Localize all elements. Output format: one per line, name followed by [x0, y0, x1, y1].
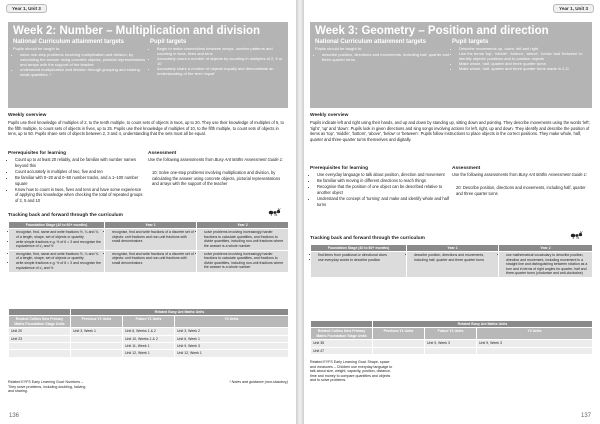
week-title: Week 3: Geometry – Position and direction [315, 25, 549, 37]
overview-text: Pupils indicate left and right using their hands, and up and down by standing up, sitting down and pointing. They describe movements using the words 'left', 'right', 'up' and 'down'. Pupils look in given directions and sing songs involving actions for left, right, up and down. They identify and describe the position of items as 'top', 'middle', 'bottom', 'above', 'below' or 'between'. Pupils follow instructions to place objects in the correct positions. They make whole, half, quarter and three-quarter turns themselves and digitally. [310, 120, 591, 142]
prereq-heading: Prerequisites for learning [8, 151, 67, 156]
table-row: Unit 12, Week 1 Unit 12, Week 1 [9, 350, 289, 357]
pupil-target-item: • Accurately count a number of objects by counting in multiples of 2, 5 or 10 [157, 56, 286, 66]
col-y2-units: Y2 Units [175, 316, 289, 328]
unit-header-tab: Year 1, Unit 3 [6, 4, 47, 13]
week-banner [310, 22, 592, 108]
related-units-heading: Related Busy Ant Maths Units [71, 309, 289, 316]
ant-icon [570, 231, 584, 239]
prereq-item: • Know how to count in twos, fives and tens and have some experience of applying this knowledge when checking the total of repeated groups of 2, 5 and 10 [15, 187, 143, 204]
related-eyfs-note: Related EYFS Early Learning Goal: Numbers – They solve problems, including doubling, halving and sharing. [8, 380, 86, 394]
col-future-y1: Future Y1 Units [425, 328, 477, 340]
units-table [310, 320, 593, 355]
assessment-heading: Assessment [148, 151, 177, 156]
week-title: Week 2: Number – Multiplication and division [13, 25, 261, 37]
nc-item: • describe position, directions and movements, including half, quarter and three quarter turns. [322, 52, 451, 62]
overview-heading: Weekly overview [8, 113, 47, 118]
nc-lead: Pupils should be taught to: [13, 46, 61, 51]
nc-lead: Pupils should be taught to: [315, 46, 363, 51]
tracking-table [310, 244, 593, 278]
table-row: • find items from positional or directional clues • use everyday words to describe position • describe position, directions and movements, including half, quarter and three quarter turns • use mathematical vocabulary to describe position, direction and movement, including movement in a straight line and distinguishing between rotation as a turn and in terms of right angles for quarter, half and three-quarter turns (clockwise and anti-clockwise) [311, 252, 593, 278]
table-row: Unit 11, Week 1 Unit 9, Week 3 [9, 343, 289, 350]
units-table [8, 308, 289, 358]
related-units-heading: Related Busy Ant Maths Units [373, 321, 593, 328]
ant-icon [268, 208, 282, 216]
assessment-intro: Use the following assessments from Busy Ant Maths Assessment Guide 1: [148, 157, 284, 162]
col-previous-y1: Previous Y1 Units [71, 316, 123, 328]
overview-text: Pupils use their knowledge of multiples of 2, to the tenth multiple, to count sets of objects in twos, up to 20. They use their knowledge of multiples of 5, to the fifth multiple, to count sets of objects in fives, up to 25. Pupils use their knowledge of multiples of 10, to the fifth multiple, to count sets of objects in tens, up to 50. Pupils share sets of objects between 2, 3 and 4, understanding that the sets must all be equal. [8, 120, 284, 137]
right-page [304, 0, 600, 424]
page-number: 136 [9, 413, 20, 419]
left-page [0, 0, 296, 424]
col-year-2: Year 2 [197, 222, 289, 229]
table-row: • recognise, find, name and write fractions ½, ¼ and ¾ of a length, shape, set of objects or quantity • write simple fractions e.g. ½ of 6 = 3 and recognise the equivalence of ²⁄₄ and ½ • recognise, find and write fractions of a discrete set of objects: unit fractions and non-unit fractions with small denominators • solve problems involving increasingly harder fractions to calculate quantities, and fractions to divide quantities, including non-unit fractions where the answer is a whole number [9, 229, 289, 251]
table-row: Unit 23 Unit 10, Weeks 1 & 2 Unit 6, Week 1 [9, 335, 289, 342]
page-number: 137 [580, 413, 591, 419]
footnote: * Notes and guidance (non-statutory) [229, 380, 288, 384]
tracking-table [8, 221, 289, 273]
prereq-item: • Recognise that the position of one object can be described relative to another object [317, 184, 449, 195]
prereq-item: • Count up to at least 20 reliably, and be familiar with number names beyond this [15, 157, 143, 168]
table-row: Unit 47 [311, 347, 593, 354]
col-previous-y1: Previous Y1 Units [373, 328, 425, 340]
pupil-target-item: • Describe movements up, down, left and right [459, 46, 588, 51]
overview-heading: Weekly overview [310, 113, 349, 118]
tracking-heading: Tracking back and forward through the curriculum [310, 236, 425, 241]
pupil-target-item: • Make whole, half, quarter and three quarter turns [459, 61, 588, 66]
assessment-heading: Assessment [452, 166, 481, 171]
col-year-2: Year 2 [499, 245, 593, 252]
table-row: Unit 20 Unit 3, Week 1 Unit 6, Weeks 1 & 2 Unit 3, Week 2 [9, 328, 289, 335]
prereq-list [8, 157, 143, 204]
nc-targets [315, 39, 451, 62]
col-year-1: Year 1 [105, 222, 197, 229]
col-year-1: Year 1 [407, 245, 499, 252]
pupil-target-item: • Accurately share a number of objects equally and demonstrate an understanding of the term 'equal' [157, 66, 286, 76]
col-future-y1: Future Y1 Units [123, 316, 175, 328]
prereq-heading: Prerequisites for learning [310, 166, 369, 171]
pupil-targets-heading: Pupil targets [150, 39, 187, 45]
assessment-guide-title: Busy Ant Maths Assessment Guide 1 [518, 172, 586, 177]
book-spine [296, 0, 304, 424]
nc-heading: National Curriculum attainment targets [13, 39, 125, 45]
nc-targets [13, 39, 149, 77]
col-foundation-stage: Foundation Stage (40 to 60+ months) [9, 222, 105, 229]
pupil-target-item: • Begin to make connections between arrays, number patterns and counting in twos, fives and tens [157, 46, 286, 56]
assessment-intro: Use the following assessments from Busy Ant Maths Assessment Guide 1: [452, 172, 588, 177]
table-row: • recognise, find, name and write fractions ½, ¼ and ¾ of a length, shape, set of objects or quantity • write simple fractions e.g. ½ of 6 = 3 and recognise the equivalence of ²⁄₄ and ½ • recognise, find and write fractions of a discrete set of objects: unit fractions and non-unit fractions with small denominators • solve problems involving increasingly harder fractions to calculate quantities, and fractions to divide quantities, including non-unit fractions where the answer is a whole number [9, 251, 289, 273]
pupil-targets [452, 39, 588, 71]
col-related-collins: Related Collins New Primary Maths Foundation Stage Units [9, 316, 71, 328]
col-related-collins: Related Collins New Primary Maths Foundation Stage Units [311, 328, 373, 340]
prereq-item: • Be familiar with moving in different directions to reach things [317, 178, 449, 184]
prereq-item: • Use everyday language to talk about position, direction and movement [317, 172, 449, 178]
col-y2-units: Y2 Units [477, 328, 593, 340]
prereq-item: • Understand the concept of 'turning' and make and identify whole and half turns [317, 196, 449, 207]
unit-header-tab: Year 1, Unit 3 [553, 4, 594, 13]
nc-item: • solve one-step problems involving multiplication and division, by calculating the answer using concrete objects, pictorial representations and arrays with the support of the teacher [20, 52, 149, 67]
nc-heading: National Curriculum attainment targets [315, 39, 427, 45]
assessment-item: 20: Describe position, directions and movements, including half, quarter and three quarter turns [456, 185, 586, 196]
prereq-item: • Count accurately in multiples of two, five and ten [15, 169, 143, 175]
nc-item: • understand multiplication and division through grouping and sharing small quantities. * [20, 67, 149, 77]
tracking-heading: Tracking back and forward through the curriculum [8, 213, 123, 218]
pupil-target-item: • Use the terms 'top', 'middle', 'bottom', 'above', 'below' and 'between' to identify objects' positions and to position objects [459, 51, 588, 61]
week-banner [8, 22, 288, 108]
related-eyfs-note: Related EYFS Early Learning Goal: Shape, space and measures – Children use everyday language to talk about size, weight, capacity, position, distance, time and money to compare quantities and objects and to solve problems. [310, 360, 393, 383]
table-row: Unit 35 Unit 9, Week 3 Unit 9, Week 3 [311, 340, 593, 347]
assessment-guide-title: Busy Ant Maths Assessment Guide 1 [214, 157, 282, 162]
assessment-item: 10: Solve one-step problems involving multiplication and division, by calculating the answer using concrete objects, pictorial representations and arrays with the support of the teacher [152, 170, 281, 187]
prereq-item: • Be familiar with 0–20 and 0–50 number tracks, and a 1–100 number square [15, 175, 143, 186]
col-foundation-stage: Foundation Stage (40 to 60+ months) [311, 245, 407, 252]
pupil-targets-heading: Pupil targets [452, 39, 489, 45]
pupil-targets [150, 39, 286, 76]
pupil-target-item: • Make whole, half, quarter and three quarter turns made in 2-D [459, 66, 588, 71]
prereq-list [310, 172, 449, 208]
